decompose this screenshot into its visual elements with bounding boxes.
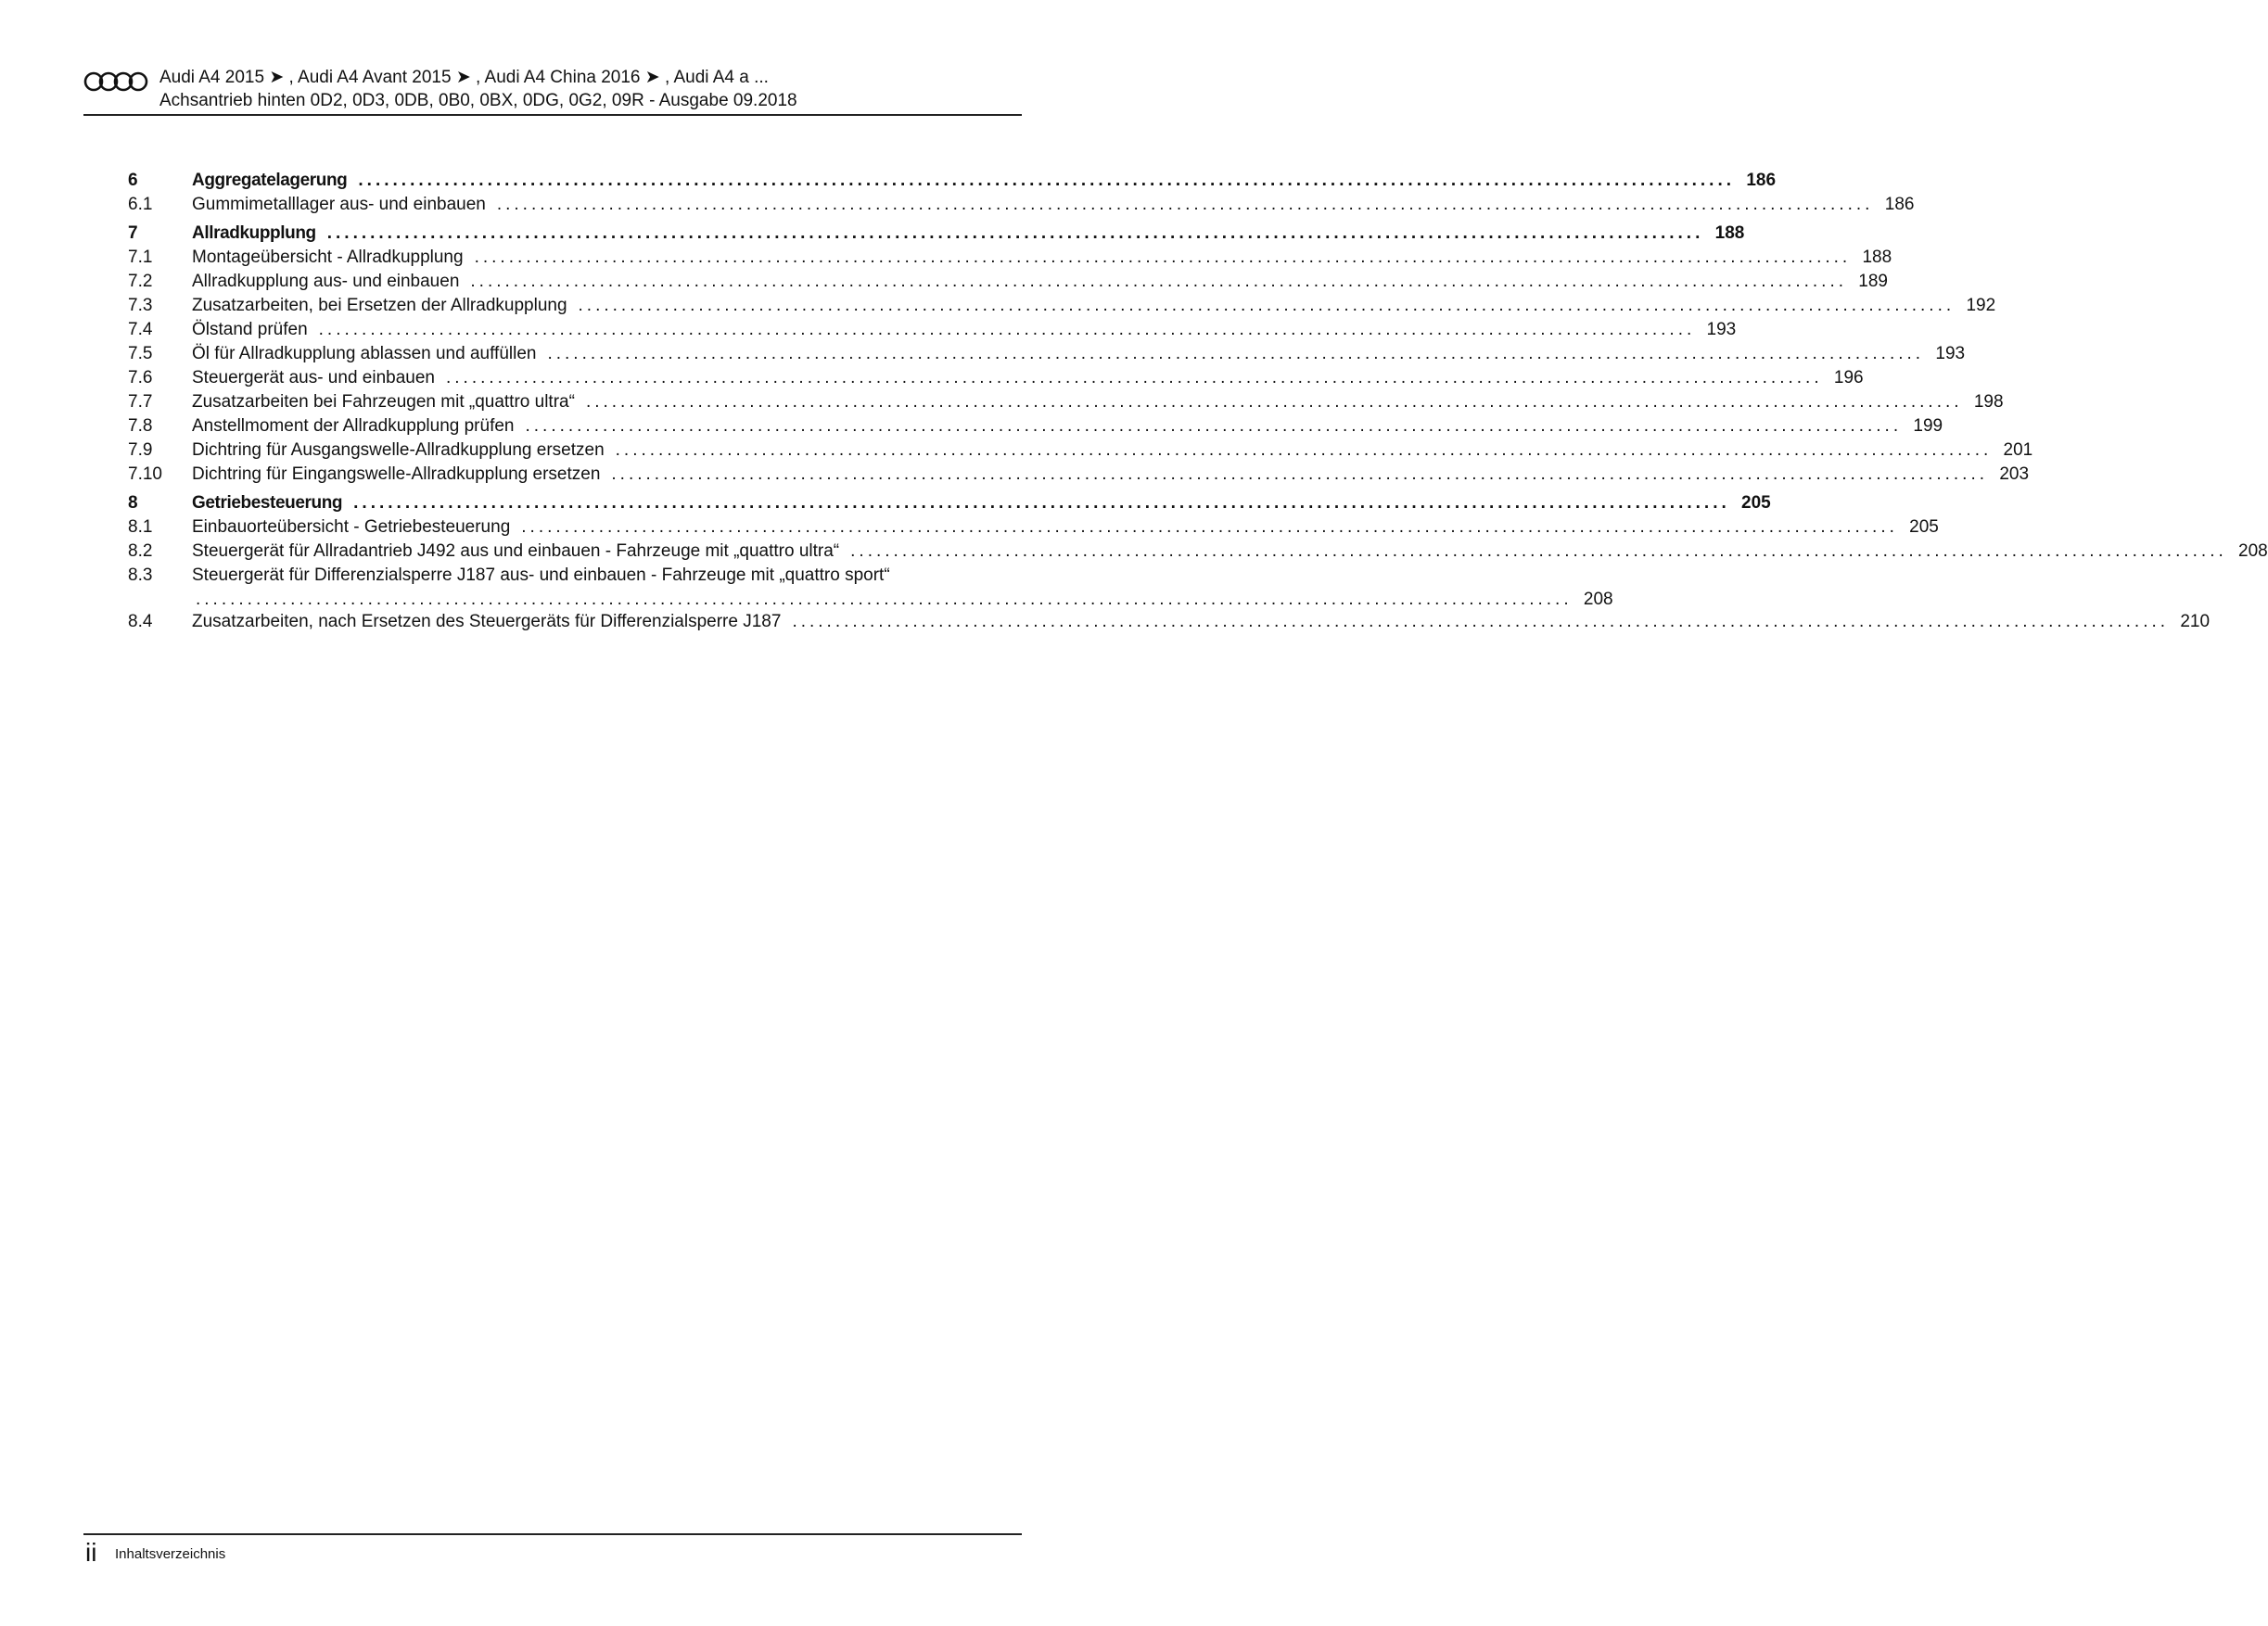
toc-entry-7-9[interactable] [128, 438, 2033, 463]
toc-title: Steuergerät für Allradantrieb J492 aus und einbauen - Fahrzeuge mit „quattro ultra“ [192, 541, 840, 561]
toc-number: 7.5 [128, 344, 153, 363]
toc-number: 7 [128, 223, 138, 243]
toc-leader-dots: ................................................................................................................................................................ [496, 195, 1874, 214]
toc-entry-7-4[interactable] [128, 318, 1737, 342]
toc-entry-8-4[interactable] [128, 610, 2211, 634]
toc-number: 8.4 [128, 612, 153, 631]
toc-leader-dots: ................................................................................................................................................................ [318, 320, 1696, 339]
header-divider [83, 114, 1022, 116]
toc-leader-dots: ................................................................................................................................................................ [585, 392, 1963, 412]
toc-leader-dots: ................................................................................................................................................................ [445, 368, 1823, 387]
toc-number: 6.1 [128, 195, 153, 214]
table-of-contents [128, 169, 2268, 634]
toc-title: Zusatzarbeiten bei Fahrzeugen mit „quattro ultra“ [192, 392, 575, 412]
toc-entry-7-1[interactable] [128, 246, 1892, 270]
toc-entry-7-6[interactable] [128, 366, 1864, 390]
toc-chapter-6[interactable] [128, 169, 1777, 193]
toc-page-number: 205 [1909, 517, 1939, 537]
toc-leader-dots: ................................................................................................................................................................ [547, 344, 1925, 363]
footer-page-number: ii [85, 1538, 97, 1567]
toc-title: Zusatzarbeiten, nach Ersetzen des Steuergeräts für Differenzialsperre J187 [192, 612, 782, 631]
toc-title: Öl für Allradkupplung ablassen und auffüllen [192, 344, 537, 363]
toc-leader-dots: ................................................................................................................................................................ [525, 416, 1903, 436]
toc-page-number: 188 [1714, 223, 1745, 243]
toc-entry-7-8[interactable] [128, 414, 1943, 438]
toc-number: 7.9 [128, 440, 153, 460]
toc-number: 7.7 [128, 392, 153, 412]
toc-page-number: 201 [2003, 440, 2033, 460]
toc-entry-8-3[interactable] [128, 564, 1613, 610]
toc-chapter-8[interactable] [128, 491, 1771, 515]
toc-leader-dots: ................................................................................................................................................................ [615, 440, 1993, 460]
toc-number: 7.10 [128, 464, 162, 484]
toc-leader-dots: ................................................................................................................................................................ [578, 296, 1956, 315]
toc-page-number: 193 [1706, 320, 1737, 339]
toc-title: Allradkupplung [192, 223, 316, 243]
toc-title: Dichtring für Eingangswelle-Allradkupplung ersetzen [192, 464, 601, 484]
toc-leader-dots: ................................................................................................................................................................ [474, 248, 1852, 267]
toc-page-number: 189 [1858, 272, 1888, 291]
footer-divider [83, 1533, 1022, 1535]
toc-number: 7.2 [128, 272, 153, 291]
toc-page-number: 203 [1999, 464, 2030, 484]
toc-title: Zusatzarbeiten, bei Ersetzen der Allradkupplung [192, 296, 567, 315]
toc-page-number: 208 [2238, 541, 2268, 561]
toc-title: Steuergerät für Differenzialsperre J187 aus- und einbauen - Fahrzeuge mit „quattro sport“ [192, 565, 890, 585]
toc-page-number: 188 [1862, 248, 1892, 267]
toc-entry-7-2[interactable] [128, 270, 1888, 294]
toc-leader-dots: ................................................................................................................................................................ [470, 272, 1847, 291]
toc-entry-8-1[interactable] [128, 515, 1939, 540]
toc-page-number: 192 [1966, 296, 1996, 315]
header-subject-line: Achsantrieb hinten 0D2, 0D3, 0DB, 0B0, 0BX, 0DG, 0G2, 09R - Ausgabe 09.2018 [159, 91, 797, 110]
toc-page-number: 186 [1884, 195, 1915, 214]
toc-leader-dots: ................................................................................................................................................................ [611, 464, 1989, 484]
toc-number: 8.1 [128, 517, 153, 537]
toc-title: Allradkupplung aus- und einbauen [192, 272, 460, 291]
toc-number: 7.8 [128, 416, 153, 436]
toc-entry-6-1[interactable] [128, 193, 1915, 217]
toc-title: Anstellmoment der Allradkupplung prüfen [192, 416, 515, 436]
toc-page-number: 196 [1833, 368, 1864, 387]
toc-number: 7.1 [128, 248, 153, 267]
toc-title: Steuergerät aus- und einbauen [192, 368, 435, 387]
toc-entry-line-1 [128, 564, 1022, 588]
toc-page-number: 186 [1746, 171, 1777, 190]
toc-entry-7-3[interactable] [128, 294, 1996, 318]
toc-leader-dots: ................................................................................................................................................................ [326, 223, 1704, 243]
toc-page-number: 193 [1935, 344, 1966, 363]
header-model-line: Audi A4 2015 ➤ , Audi A4 Avant 2015 ➤ , Audi A4 China 2016 ➤ , Audi A4 a ... [159, 68, 769, 87]
toc-leader-dots: ................................................................................................................................................................ [521, 517, 1898, 537]
toc-page-number: 210 [2180, 612, 2211, 631]
four-rings-logo-icon [83, 70, 148, 93]
toc-title: Montageübersicht - Allradkupplung [192, 248, 464, 267]
toc-leader-dots: ................................................................................................................................................................ [358, 171, 1736, 190]
toc-entry-7-7[interactable] [128, 390, 2004, 414]
toc-title: Gummimetalllager aus- und einbauen [192, 195, 486, 214]
toc-leader-dots: ................................................................................................................................................................ [353, 493, 1730, 513]
toc-title: Einbauorteübersicht - Getriebesteuerung [192, 517, 511, 537]
toc-chapter-7[interactable] [128, 222, 1745, 246]
toc-page-number: 205 [1741, 493, 1771, 513]
toc-entry-line-2 [128, 588, 1613, 610]
toc-title: Ölstand prüfen [192, 320, 308, 339]
toc-title: Getriebesteuerung [192, 493, 343, 513]
toc-number: 8.2 [128, 541, 153, 561]
toc-entry-8-2[interactable] [128, 540, 2268, 564]
toc-entry-7-10[interactable] [128, 463, 2030, 487]
toc-page-number: 198 [1973, 392, 2004, 412]
toc-page-number: 199 [1913, 416, 1943, 436]
toc-leader-dots: ................................................................................................................................................................ [792, 612, 2170, 631]
toc-number: 7.6 [128, 368, 153, 387]
toc-number: 8 [128, 493, 138, 513]
toc-number: 7.3 [128, 296, 153, 315]
toc-title: Aggregatelagerung [192, 171, 348, 190]
footer-section-label: Inhaltsverzeichnis [115, 1546, 226, 1562]
toc-title: Dichtring für Ausgangswelle-Allradkupplung ersetzen [192, 440, 605, 460]
toc-leader-dots: ................................................................................................................................................................ [196, 590, 1573, 609]
toc-number: 8.3 [128, 565, 153, 585]
toc-leader-dots: ................................................................................................................................................................ [850, 541, 2227, 561]
toc-page-number: 208 [1583, 590, 1613, 609]
toc-number: 6 [128, 171, 138, 190]
toc-number: 7.4 [128, 320, 153, 339]
toc-entry-7-5[interactable] [128, 342, 1966, 366]
